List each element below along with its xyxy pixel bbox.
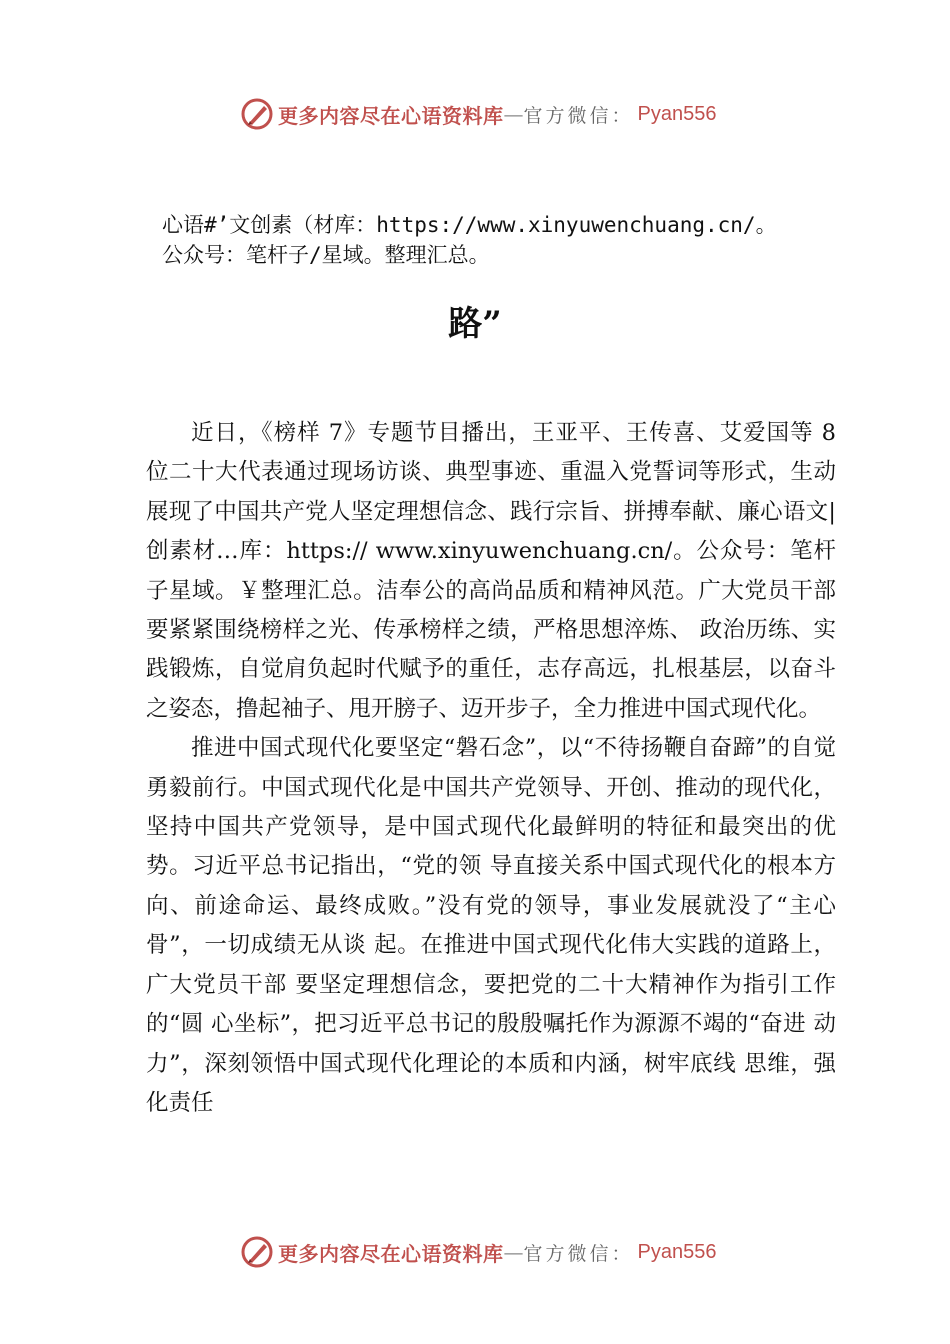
source-note — [162, 210, 862, 270]
wechat-id: Pyan556 — [637, 102, 717, 125]
pen-logo-icon — [240, 1235, 274, 1269]
banner-text: 更多内容尽在心语资料库 — [278, 103, 504, 128]
wechat-label: 官方微信： — [523, 1242, 634, 1265]
source-line: 心语#’文创素（材库：https://www.xinyuwenchuang.cn/。 — [162, 213, 777, 237]
source-line: 公众号：笔杆子/星域。整理汇总。 — [162, 243, 490, 267]
banner-text: 更多内容尽在心语资料库 — [278, 1241, 504, 1266]
footer-banner — [240, 1234, 740, 1270]
article-body — [146, 414, 836, 1123]
paragraph: 推进中国式现代化要坚定“磐石念”，以“不待扬鞭自奋蹄”的自觉勇毅前行。中国式现代化是中国共产党领导、开创、推动的现代化，坚持中国共产党领导，是中国式现代化最鲜明的特征和最突出的优势。习近平总书记指出，“党的领 导直接关系中国式现代化的根本方向、前途命运、最终成败。”没有党的领导，事业发展就没了“主心骨”，一切成绩无从谈 起。在推进中国式现代化伟大实践的道路上，广大党员干部 要坚定理想信念，要把党的二十大精神作为指引工作的“圆 心坐标”，把习近平总书记的殷殷嘱托作为源源不竭的“奋进 动力”，深刻领悟中国式现代化理论的本质和内涵，树牢底线 思维，强化责任 — [146, 735, 836, 1116]
banner-separator: — — [503, 102, 524, 126]
banner-separator: — — [503, 1240, 524, 1264]
pen-logo-icon — [240, 97, 274, 131]
wechat-id: Pyan556 — [637, 1240, 717, 1263]
wechat-label: 官方微信： — [523, 104, 634, 127]
paragraph: 近日，《榜样 7》专题节目播出，王亚平、王传喜、艾爱国等 8 位二十大代表通过现场访谈、典型事迹、重温入党誓词等形式，生动展现了中国共产党人坚定理想信念、践行宗旨、拼搏奉献、廉心语文|创素材…库：https:// www.xinyuwenchuang.cn/。公众号：笔杆子星域。￥整理汇总。洁奉公的高尚品质和精神风范。广大党员干部要紧紧围绕榜样之光、传承榜样之绩，严格思想淬炼、 政治历练、实践锻炼，自觉肩负起时代赋予的重任，志存高远，扎根基层，以奋斗之姿态，撸起袖子、甩开膀子、迈开步子，全力推进中国式现代化。 — [146, 420, 836, 722]
page-title: 路” — [448, 304, 502, 344]
header-banner — [240, 96, 740, 132]
